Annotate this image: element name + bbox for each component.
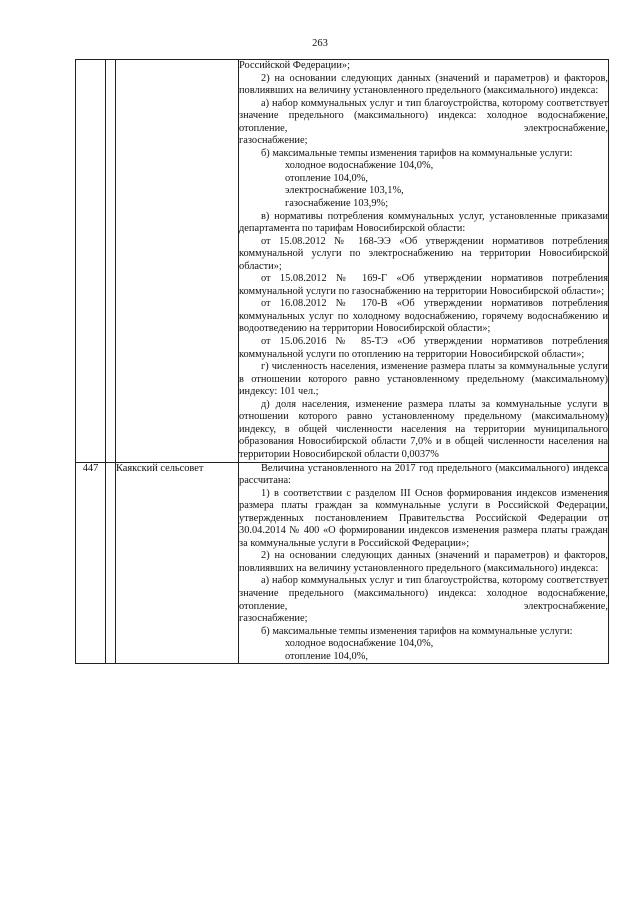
- text-paragraph: от 15.06.2016 № 85-ТЭ «Об утверждении нормативов потребления коммунальной услуги по отоплению на территории Новосибирской области»;: [239, 336, 608, 360]
- calculation-text-cell: [239, 462, 609, 664]
- text-paragraph: 1) в соответствии с разделом III Основ формирования индексов изменения размера платы граждан за коммунальные услуги в Российской Федерации, утвержденных постановлением Правительства Российской Федерации от 30.04.2014 № 400 «О формировании индексов изменения размера платы граждан за коммунальные услуги в Российской Федерации»;: [239, 487, 608, 549]
- text-paragraph: д) доля населения, изменение размера платы за коммунальные услуги в отношении которого равно установленному предельному (максимальному) индексу, в общей численности населения на территории муниципального образования Новосибирской области 7,0% и в общей численности населения на территории Новосибирской области 0,0037%: [239, 398, 608, 460]
- tariff-list-item: отопление 104,0%,: [285, 650, 368, 662]
- text-paragraph: б) максимальные темпы изменения тарифов на коммунальные услуги:: [261, 147, 573, 159]
- text-paragraph: 2) на основании следующих данных (значений и параметров) и факторов, повлиявших на величину установленного предельного (максимального) индекса:: [239, 550, 608, 574]
- text-paragraph: 2) на основании следующих данных (значений и параметров) и факторов, повлиявших на величину установленного предельного (максимального) индекса:: [239, 72, 608, 97]
- text-paragraph: а) набор коммунальных услуг и тип благоустройства, которому соответствует значение предельного (максимального) индекса: холодное водоснабжение, отопление, электроснабжение,: [239, 97, 608, 134]
- row-number-cell: [76, 60, 106, 463]
- row-number-cell: 447: [76, 462, 106, 664]
- text-paragraph: г) численность населения, изменение размера платы за коммунальные услуги в отношении которого равно установленному предельному (максимальному) индексу: 101 чел.;: [239, 361, 608, 398]
- blank-cell: [106, 60, 116, 463]
- page-number: 263: [312, 38, 328, 49]
- municipality-name-cell: [116, 60, 239, 463]
- text-paragraph: в) нормативы потребления коммунальных услуг, установленные приказами департамента по тарифам Новосибирской области:: [239, 210, 608, 235]
- calculation-text-cell: [239, 60, 609, 463]
- tariff-list-item: электроснабжение 103,1%,: [285, 185, 404, 197]
- document-table: [75, 59, 609, 664]
- municipality-name-cell: Каякский сельсовет: [116, 462, 239, 664]
- text-paragraph: от 16.08.2012 № 170-В «Об утверждении нормативов потребления коммунальных услуг по холодному водоснабжению, горячему водоснабжению и водоотведению на территории Новосибирской области»;: [239, 298, 608, 335]
- table-body: [76, 60, 609, 664]
- tariff-list-item: газоснабжение 103,9%;: [285, 198, 389, 210]
- text-paragraph: от 15.08.2012 № 168-ЭЭ «Об утверждении нормативов потребления коммунальной услуги по электроснабжению на территории Новосибирской области»;: [239, 235, 608, 272]
- text-paragraph: газоснабжение;: [239, 135, 308, 147]
- text-paragraph: б) максимальные темпы изменения тарифов на коммунальные услуги:: [261, 625, 573, 637]
- tariff-list-item: холодное водоснабжение 104,0%,: [285, 638, 434, 650]
- text-paragraph: от 15.08.2012 № 169-Г «Об утверждении нормативов потребления коммунальной услуги по газоснабжению на территории Новосибирской области»;: [239, 273, 608, 297]
- text-paragraph: Величина установленного на 2017 год предельного (максимального) индекса рассчитана:: [239, 462, 608, 487]
- blank-cell: [106, 462, 116, 664]
- text-paragraph: Российской Федерации»;: [239, 60, 350, 71]
- table-row: [76, 60, 609, 463]
- tariff-list-item: отопление 104,0%,: [285, 172, 368, 184]
- table-row: [76, 462, 609, 664]
- text-paragraph: газоснабжение;: [239, 613, 308, 625]
- text-paragraph: а) набор коммунальных услуг и тип благоустройства, которому соответствует значение предельного (максимального) индекса: холодное водоснабжение, отопление, электроснабжение,: [239, 575, 608, 612]
- tariff-list-item: холодное водоснабжение 104,0%,: [285, 160, 434, 172]
